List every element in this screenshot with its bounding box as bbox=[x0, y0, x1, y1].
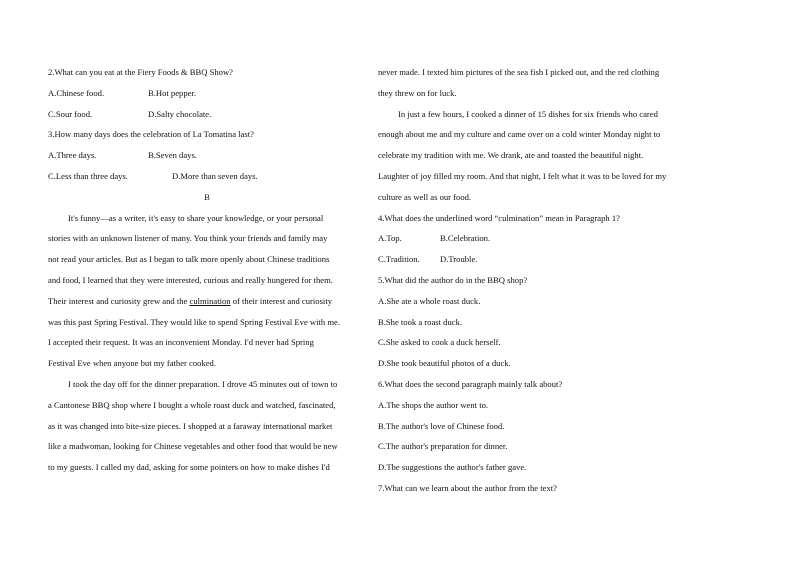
passage-line: Laughter of joy filled my room. And that night, I felt what it was to be loved for my bbox=[378, 170, 667, 181]
q2-option-c: C.Sour food. bbox=[48, 108, 93, 119]
q6-option-a: A.The shops the author went to. bbox=[378, 399, 489, 410]
q3-options-row-1 bbox=[48, 145, 366, 166]
q4-option-d: D.Trouble. bbox=[440, 254, 478, 265]
passage-line: enough about me and my culture and came over on a cold winter Monday night to bbox=[378, 129, 661, 140]
passage-line: stories with an unknown listener of many. You think your friends and family may bbox=[48, 233, 328, 244]
q4-stem: 4.What does the underlined word “culmination” mean in Paragraph 1? bbox=[378, 212, 620, 223]
passage-line: to my guests. I called my dad, asking for some pointers on how to make dishes I'd bbox=[48, 462, 330, 473]
passage-line: not read your articles. But as I began to talk more openly about Chinese traditions bbox=[48, 254, 330, 265]
q4-option-a: A.Top. bbox=[378, 233, 402, 244]
q6-option-d: D.The suggestions the author's father gave. bbox=[378, 462, 527, 473]
passage-line: like a madwoman, looking for Chinese vegetables and other food that would be new bbox=[48, 441, 338, 452]
passage-line: I took the day off for the dinner preparation. I drove 45 minutes out of town to bbox=[68, 378, 338, 389]
passage-text: Their interest and curiosity grew and the bbox=[48, 295, 190, 306]
passage-line: as it was changed into bite-size pieces. I shopped at a faraway international market bbox=[48, 420, 333, 431]
q3-option-b: B.Seven days. bbox=[148, 150, 197, 161]
q5-option-d: D.She took beautiful photos of a duck. bbox=[378, 358, 511, 369]
q2-options-row-2 bbox=[48, 104, 366, 125]
passage-line: never made. I texted him pictures of the sea fish I picked out, and the red clothing bbox=[378, 67, 660, 77]
q2-options-row-1 bbox=[48, 83, 366, 104]
q6-stem: 6.What does the second paragraph mainly talk about? bbox=[378, 378, 563, 389]
q4-option-b: B.Celebration. bbox=[440, 233, 491, 244]
q4-option-c: C.Tradition. bbox=[378, 254, 420, 265]
q7-stem: 7.What can we learn about the author from the text? bbox=[378, 482, 557, 493]
q5-option-a: A.She ate a whole roast duck. bbox=[378, 295, 481, 306]
left-column bbox=[48, 62, 366, 478]
passage-line: and food, I learned that they were interested, curious and really hungered for them. bbox=[48, 274, 333, 285]
passage-line: celebrate my tradition with me. We drank, ate and toasted the beautiful night. bbox=[378, 150, 644, 161]
underlined-word: culmination bbox=[189, 295, 231, 306]
q3-option-a: A.Three days. bbox=[48, 150, 97, 161]
q5-option-c: C.She asked to cook a duck herself. bbox=[378, 337, 501, 348]
q5-option-b: B.She took a roast duck. bbox=[378, 316, 463, 327]
right-column bbox=[378, 62, 708, 499]
section-label: B bbox=[204, 191, 210, 202]
passage-line: Festival Eve when anyone but my father cooked. bbox=[48, 358, 217, 369]
q3-option-d: D.More than seven days. bbox=[172, 170, 258, 181]
passage-text: of their interest and curiosity bbox=[230, 295, 333, 306]
q3-stem: 3.How many days does the celebration of La Tomatina last? bbox=[48, 129, 254, 140]
passage-line: was this past Spring Festival. They would like to spend Spring Festival Eve with me. bbox=[48, 316, 341, 327]
passage-line: they threw on for luck. bbox=[378, 87, 457, 98]
passage-line: a Cantonese BBQ shop where I bought a whole roast duck and watched, fascinated, bbox=[48, 399, 336, 410]
q6-option-b: B.The author's love of Chinese food. bbox=[378, 420, 505, 431]
q5-stem: 5.What did the author do in the BBQ shop? bbox=[378, 274, 528, 285]
passage-line: culture as well as our food. bbox=[378, 191, 472, 202]
passage-line bbox=[48, 291, 366, 312]
q2-stem: 2.What can you eat at the Fiery Foods & BBQ Show? bbox=[48, 67, 233, 77]
q3-option-c: C.Less than three days. bbox=[48, 170, 128, 181]
passage-line: I accepted their request. It was an inconvenient Monday. I'd never had Spring bbox=[48, 337, 314, 348]
q2-option-d: D.Salty chocolate. bbox=[148, 108, 212, 119]
q4-options-row-1 bbox=[378, 228, 708, 249]
q3-options-row-2 bbox=[48, 166, 366, 187]
q2-option-b: B.Hot pepper. bbox=[148, 87, 196, 98]
q6-option-c: C.The author's preparation for dinner. bbox=[378, 441, 508, 452]
q2-option-a: A.Chinese food. bbox=[48, 87, 105, 98]
passage-line: In just a few hours, I cooked a dinner of 15 dishes for six friends who cared bbox=[398, 108, 658, 119]
passage-line: It's funny—as a writer, it's easy to share your knowledge, or your personal bbox=[68, 212, 324, 223]
q4-options-row-2 bbox=[378, 249, 708, 270]
